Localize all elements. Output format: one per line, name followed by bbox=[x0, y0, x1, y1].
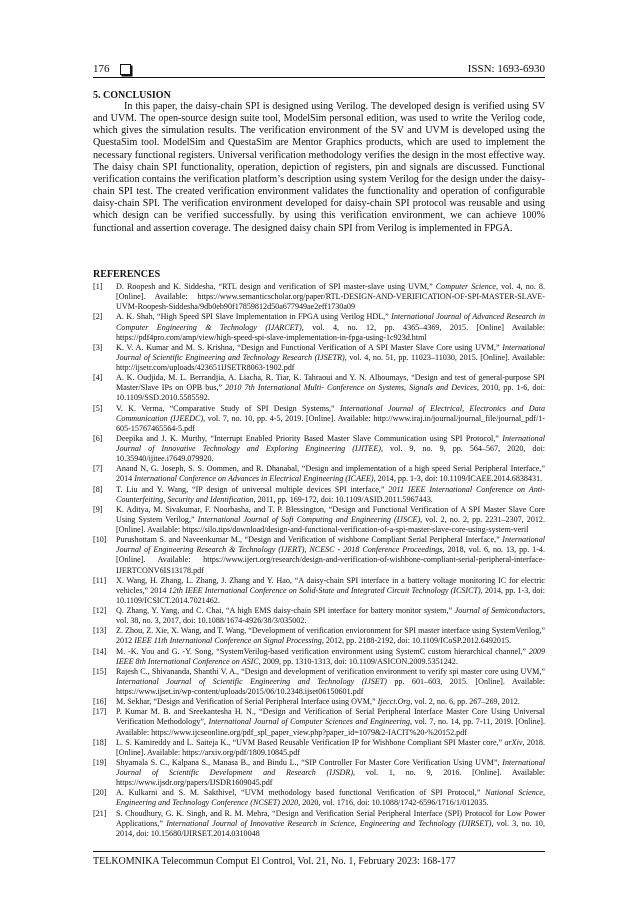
conclusion-heading: 5. CONCLUSION bbox=[93, 90, 171, 101]
reference-text bbox=[116, 697, 545, 707]
reference-authors-title: Deepika and J. K. Murthy, “Interrupt Enabled Priority Based Master Slave Communication using SPI Protocol,” bbox=[116, 433, 503, 443]
reference-venue: 2009 IEEE 8th International Conference on ASIC bbox=[116, 646, 545, 666]
reference-details: , 2014, pp. 1-3, doi: 10.1109/ICSICT.2014.7021462. bbox=[116, 585, 545, 605]
reference-text bbox=[116, 626, 545, 646]
conclusion-section bbox=[93, 101, 545, 235]
reference-number: [20] bbox=[93, 788, 107, 798]
reference-item bbox=[93, 373, 545, 403]
reference-item bbox=[93, 312, 545, 342]
reference-details: , vol. 4, no. 51, pp. 11023–11030, 2015. [Online]. Available: http://ijsetr.com/uploads/423651IJSETR8063-1902.pdf bbox=[116, 352, 545, 372]
reference-venue: National Science, Engineering and Technology Conference (NCSET) 2020 bbox=[116, 788, 545, 808]
reference-text bbox=[116, 343, 545, 373]
reference-item bbox=[93, 485, 545, 505]
reference-item bbox=[93, 809, 545, 839]
reference-number: [10] bbox=[93, 535, 107, 545]
reference-text bbox=[116, 809, 545, 839]
reference-venue: 2010 7th International Multi- Conference on Systems, Signals and Devices bbox=[225, 383, 477, 393]
reference-number: [12] bbox=[93, 606, 107, 615]
reference-details: , 2018, vol. 6, no. 13, pp. 1-4. [Online]. Available: https://www.ijert.org/research/design-and-verification-of-wishbone-compliant-serial-peripheral-interface-IJERTCONV6IS13178.pdf bbox=[116, 545, 545, 575]
reference-number: [17] bbox=[93, 707, 107, 717]
header-rule bbox=[93, 77, 545, 78]
reference-venue: International Journal of Scientific Engineering and Technology Research (IJSETR) bbox=[116, 342, 545, 362]
reference-authors-title: L. S. Kamireddy and L. Saiteja K., “UVM Based Reusable Verification IP for Wishbone Compliant SPI Master core,” bbox=[116, 737, 505, 747]
reference-number: [4] bbox=[93, 373, 103, 383]
reference-text bbox=[116, 464, 545, 484]
reference-authors-title: K. Aditya, M. Sivakumar, F. Noorbasha, and T. P. Blessington, “Design and Functional Verification of A SPI Master Slave Core Using System Verilog,” bbox=[116, 504, 545, 524]
reference-number: [18] bbox=[93, 737, 107, 747]
reference-text bbox=[116, 535, 545, 576]
reference-authors-title: P. Kumar M. B. and Sreekantesha H. N., “Design and Verification of Serial Peripheral Interface Master Core Using Universal Verification Methodology”, bbox=[116, 707, 545, 727]
reference-item bbox=[93, 535, 545, 576]
reference-authors-title: A. K. Oudjida, M. L. Berrandjia, A. Liacha, R. Tiar, K. Tahraoui and Y. N. Alhoumays, “Design and test of general-purpose SPI Master/Slave IPs on OPB bus,” bbox=[116, 373, 545, 393]
reference-item bbox=[93, 434, 545, 464]
reference-venue: International Conference on Advances in Electrical Engineering (ICAEE) bbox=[134, 474, 374, 484]
reference-number: [9] bbox=[93, 504, 103, 514]
reference-venue: International Journal of Innovative Research in Science, Engineering and Technology (IJIRSET) bbox=[166, 818, 492, 828]
reference-venue: International Journal of Innovative Technology and Exploring Engineering (IJITEE) bbox=[116, 433, 545, 453]
reference-venue: arXiv bbox=[504, 737, 523, 747]
reference-text bbox=[116, 282, 545, 312]
reference-item bbox=[93, 626, 545, 646]
reference-number: [19] bbox=[93, 757, 107, 767]
reference-text bbox=[116, 606, 545, 626]
reference-venue: IEEE 11th International Conference on Signal Processing bbox=[134, 636, 322, 646]
reference-text bbox=[116, 647, 545, 667]
reference-details: , vol. 7, no. 14, pp. 7-11, 2019. [Online]. Available: https://www.ijcseonline.org/pdf_spl_paper_view.php?paper_id=1079&2-IACIT%20-%20152.pdf bbox=[116, 717, 546, 737]
reference-details: , vol. 4, no. 8. [Online]. Available: https://www.semanticscholar.org/paper/RTL-DESIGN-AND-VERIFICATION-OF-SPI-MASTER-SLAVE-UVM-Roopesh-Siddesha/9db0eb90f17859812d50a677949ae2eff1730a09 bbox=[116, 282, 545, 312]
reference-authors-title: V. K. Verma, “Comparative Study of SPI Design Systems,” bbox=[116, 403, 340, 413]
reference-venue: International Journal of Advanced Research in Computer Engineering & Technology (IJARCET) bbox=[116, 312, 546, 332]
reference-authors-title: S. Choudhury, G. K. Singh, and R. M. Mehra, “Design and Verification Serial Peripheral Interface (SPI) Protocol for Low Power Applications,” bbox=[116, 808, 545, 828]
reference-number: [15] bbox=[93, 666, 107, 676]
reference-item bbox=[93, 697, 545, 707]
reference-venue: 12th IEEE International Conference on Solid-State and Integrated Circuit Technology (ICSICT) bbox=[168, 585, 481, 595]
reference-authors-title: Anand N, G. Joseph, S. S. Oommen, and R. Dhanabal, “Design and implementation of a high speed Serial Peripheral Interface,” 2014 bbox=[116, 464, 545, 484]
references-list bbox=[93, 282, 545, 839]
reference-item bbox=[93, 343, 545, 373]
reference-text bbox=[116, 667, 545, 697]
reference-item bbox=[93, 647, 545, 667]
reference-item bbox=[93, 505, 545, 535]
reference-authors-title: M. -K. You and G. -Y. Song, “SystemVerilog-based verification environment using SystemC custom hierarchical channel,” bbox=[116, 646, 529, 656]
conclusion-paragraph: In this paper, the daisy-chain SPI is designed using Verilog. The developed design is verified using SV and UVM. The open-source design suite tool, ModelSim personal edition, was used to write the Verilog code, which gives the simulation results. The verification environment of the SV and UVM is developed using the QuestaSim tool. ModelSim and QuestaSim are Mentor Graphics products, which are used to implement the necessary functional registers. Universal verification methodology verifies the design in the most effective way. The daisy chain SPI functionality, operation, depiction of registers, pin and signals are discussed. Functional verification contains the verification platform’s description using system Verilog for the design under the daisy-chain SPI test. The created verification environment validates the functionality and operation of configurable daisy-chain SPI. The verification environment developed for daisy-chain SPI protocol was reusable and using which design can be verified successfully. by using this verification environment, we can achieve 100% functional and assertion coverage. The designed daisy chain SPI from Verilog is implemented in FPGA. bbox=[93, 101, 545, 234]
reference-venue: Ijecct.Org bbox=[377, 697, 411, 707]
reference-authors-title: D. Roopesh and K. Siddesha, “RTL design and verification of SPI master-slave using UVM,” bbox=[116, 282, 436, 291]
checkbox-square-icon bbox=[120, 64, 131, 75]
reference-text bbox=[116, 434, 545, 464]
reference-item bbox=[93, 667, 545, 697]
reference-details: , vol. 9, no. 9, pp. 564–567, 2020, doi: 10.35940/ijitee.i7649.079920. bbox=[116, 444, 545, 464]
reference-text bbox=[116, 788, 545, 808]
reference-number: [2] bbox=[93, 312, 103, 322]
reference-venue: International Journal of Scientific Development and Research (IJSDR) bbox=[116, 757, 545, 777]
reference-text bbox=[116, 373, 545, 403]
reference-venue: International Journal of Scientific Engineering and Technology (IJSET) bbox=[116, 676, 387, 686]
reference-text bbox=[116, 312, 545, 342]
reference-details: pp. 601–603, 2015. [Online]. Available: https://www.ijset.in/wp-content/uploads/2015/06/10.2348.ijset06150601.pdf bbox=[116, 676, 545, 696]
reference-details: , 2018. [Online]. Available: https://arxiv.org/pdf/1809.10845.pdf bbox=[116, 737, 545, 757]
reference-venue: International Journal of Computer Sciences and Engineering bbox=[208, 717, 410, 727]
reference-number: [1] bbox=[93, 282, 103, 291]
reference-venue: International Journal of Soft Computing and Engineering (IJSCE) bbox=[197, 514, 421, 524]
reference-number: [14] bbox=[93, 646, 107, 656]
reference-item bbox=[93, 738, 545, 758]
reference-authors-title: T. Liu and Y. Wang, “IP design of universal multiple devices SPI interface,” bbox=[116, 484, 389, 494]
reference-details: , vol. 7, no. 10, pp. 4-5, 2019. [Online]. Available: http://www.iraj.in/journal/journal_file/journal_pdf/1-605-15767465564-5.pdf bbox=[116, 413, 545, 433]
reference-venue: Computer Science bbox=[435, 282, 496, 291]
reference-item bbox=[93, 758, 545, 788]
references-heading: REFERENCES bbox=[93, 269, 161, 280]
reference-text bbox=[116, 485, 545, 505]
issn-label: ISSN: 1693-6930 bbox=[467, 63, 545, 75]
reference-text bbox=[116, 404, 545, 434]
reference-item bbox=[93, 404, 545, 434]
reference-details: , vol. 1, no. 9, 2016. [Online]. Available: https://www.ijsdr.org/papers/IJSDR1609045.pdf bbox=[116, 768, 545, 788]
reference-authors-title: Purushottam S. and Naveenkumar M., “Design and Verification of wishbone Compliant Serial Peripheral Interface,” bbox=[116, 535, 503, 545]
header-left bbox=[93, 63, 131, 75]
reference-item bbox=[93, 464, 545, 484]
reference-details: , 2009, pp. 1310-1313, doi: 10.1109/ASICON.2009.5351242. bbox=[258, 656, 458, 666]
reference-item bbox=[93, 282, 545, 312]
reference-details: , vol. 2, no. 6, pp. 267–269, 2012. bbox=[410, 697, 520, 707]
reference-number: [3] bbox=[93, 342, 103, 352]
reference-details: , 2020, vol. 1716, doi: 10.1088/1742-6596/1716/1/012035. bbox=[298, 798, 489, 808]
page-number: 176 bbox=[93, 63, 110, 75]
reference-authors-title: Rajesh C., Shivananda, Shanthi V. A., “Design and development of verification environment to verify spi master core using UVM,” bbox=[116, 666, 545, 676]
reference-venue: Journal of Semiconductors bbox=[454, 606, 543, 615]
reference-authors-title: X. Wang, H. Zhang, L. Zhang, J. Zhang and Y. Hao, “A daisy-chain SPI interface in a battery voltage monitoring IC for electric vehicles,” 2014 bbox=[116, 575, 545, 595]
reference-venue: 2011 IEEE International Conference on Anti-Counterfeiting, Security and Identification bbox=[116, 484, 545, 504]
reference-venue: International Journal of Electrical, Electronics and Data Communication (IJEEDC) bbox=[116, 403, 545, 423]
page-footer: TELKOMNIKA Telecommun Comput El Control, Vol. 21, No. 1, February 2023: 168-177 bbox=[93, 856, 456, 867]
reference-number: [13] bbox=[93, 626, 107, 636]
reference-details: , vol. 2, no. 2, pp. 2231–2307, 2012. [Online]. Available: https://silo.tips/download/design-and-functional-verification-of-a-spi-master-slave-core-using-system-veril bbox=[116, 514, 545, 534]
reference-text bbox=[116, 707, 545, 737]
reference-item bbox=[93, 788, 545, 808]
page-header bbox=[93, 55, 545, 75]
reference-number: [16] bbox=[93, 697, 107, 707]
reference-details: , vol. 3, no. 10, 2014, doi: 10.15680/IJIRSET.2014.0310048 bbox=[116, 818, 545, 838]
reference-details: , 2010, pp. 1-6, doi: 10.1109/SSD.2010.5585592. bbox=[116, 383, 545, 403]
reference-details: , 2014, pp. 1-3, doi: 10.1109/ICAEE.2014.6838431. bbox=[373, 474, 543, 484]
reference-number: [8] bbox=[93, 484, 103, 494]
footer-rule bbox=[93, 851, 545, 852]
reference-text bbox=[116, 505, 545, 535]
reference-details: , vol. 4, no. 12, pp. 4365–4369, 2015. [Online] Available: https://pdf4pro.com/amp/view/high-speed-spi-slave-implementation-in-fpga-using-1c923d.html bbox=[116, 322, 546, 342]
reference-text bbox=[116, 576, 545, 606]
reference-item bbox=[93, 576, 545, 606]
reference-number: [21] bbox=[93, 808, 107, 818]
reference-details: , vol. 38, no. 3, 2017, doi: 10.1088/1674-4926/38/3/035002. bbox=[116, 606, 545, 626]
reference-authors-title: M. Sekhar, “Design and Verification of Serial Peripheral Interface using OVM,” bbox=[116, 697, 378, 707]
reference-authors-title: Q. Zhang, Y. Yang, and C. Chai, “A high EMS daisy-chain SPI interface for battery monitor system,” bbox=[116, 606, 455, 615]
reference-number: [6] bbox=[93, 433, 103, 443]
reference-number: [11] bbox=[93, 575, 107, 585]
reference-authors-title: Shyamala S. C., Kalpana S., Manasa B., and Bindu L., “SIP Controller For Master Core Verification Using UVM”, bbox=[116, 757, 503, 767]
reference-number: [7] bbox=[93, 464, 103, 474]
reference-item bbox=[93, 707, 545, 737]
reference-authors-title: A. K. Shah, “High Speed SPI Slave Implementation in FPGA using Verilog HDL,” bbox=[116, 312, 392, 322]
reference-text bbox=[116, 758, 545, 788]
reference-details: , 2012, pp. 2188-2192, doi: 10.1109/ICoSP.2012.6492015. bbox=[321, 636, 512, 646]
reference-authors-title: K. V. A. Kumar and M. S. Krishna, “Design and Functional Verification of A SPI Master Slave Core using UVM,” bbox=[116, 342, 503, 352]
reference-venue: International Journal of Engineering Research & Technology (IJERT), NCESC - 2018 Conference Proceedings bbox=[116, 535, 545, 555]
reference-number: [5] bbox=[93, 403, 103, 413]
reference-text bbox=[116, 738, 545, 758]
reference-authors-title: A. Kulkarni and S. M. Sakthivel, “UVM methodology based functional Verification of SPI Protocol,” bbox=[116, 788, 486, 798]
reference-authors-title: Z. Zhou, Z. Xie, X. Wang, and T. Wang, “Development of verification envioronment for SPI master interface using SystemVerilog,” 2012 bbox=[116, 626, 545, 646]
reference-item bbox=[93, 606, 545, 626]
reference-details: , 2011, pp. 169-172, doi: 10.1109/ASID.2011.5967443. bbox=[253, 494, 433, 504]
